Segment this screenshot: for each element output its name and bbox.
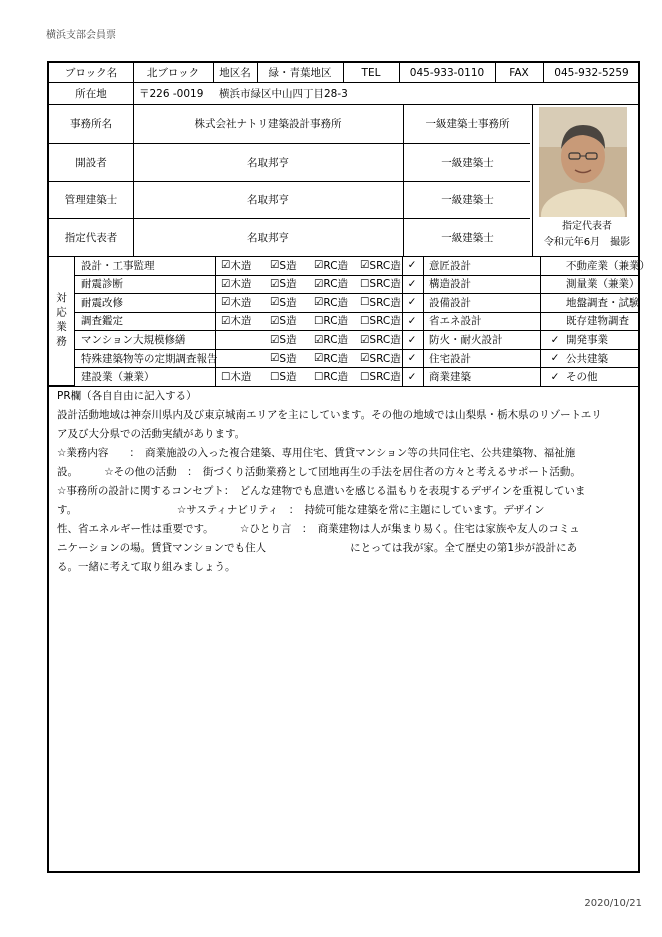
manager-name: 名取邦亨 — [247, 194, 289, 206]
service-name — [75, 349, 218, 368]
s-option[interactable] — [264, 349, 310, 368]
row-office — [49, 104, 530, 144]
checkbox-icon[interactable] — [270, 259, 279, 271]
design-category — [423, 349, 545, 368]
design-category — [423, 275, 545, 294]
wood-option[interactable] — [215, 312, 265, 331]
design-category-text: 意匠設計 — [429, 259, 471, 272]
mid-check-icon-text: ✓ — [407, 333, 417, 346]
checkbox-icon[interactable] — [270, 334, 279, 346]
rc-option[interactable] — [308, 293, 358, 312]
rc-option[interactable] — [308, 349, 358, 368]
row-manager — [49, 181, 530, 219]
s-option-text: S造 — [279, 259, 297, 272]
tel-value: 045-933-0110 — [409, 66, 485, 79]
representative-label: 指定代表者 — [64, 231, 118, 244]
service-name-text: 耐震診断 — [81, 278, 123, 291]
wood-option-text: 木造 — [230, 296, 252, 309]
other-business — [560, 312, 640, 331]
photo-caption-date: 令和元年6月 撮影 — [543, 237, 631, 248]
service-name — [75, 367, 197, 386]
mid-check-icon — [402, 367, 422, 386]
other-business — [560, 330, 640, 349]
checkbox-icon[interactable] — [270, 315, 279, 327]
rc-option-text: RC造 — [323, 296, 349, 309]
rc-option[interactable] — [308, 256, 358, 275]
mid-check-icon-text: ✓ — [407, 296, 417, 309]
right-check-icon-text: ✓ — [550, 370, 560, 383]
mid-check-icon-text: ✓ — [407, 277, 417, 290]
mid-check-icon — [402, 293, 422, 312]
other-business-text: 地盤調査・試験 — [566, 296, 640, 309]
design-category — [423, 330, 545, 349]
other-business-text: 測量業（兼業） — [566, 278, 640, 291]
checkbox-icon[interactable] — [314, 352, 323, 364]
rc-option-text: RC造 — [323, 352, 349, 365]
wood-option[interactable] — [215, 349, 265, 368]
wood-option-text: 木造 — [230, 315, 252, 328]
row-address — [49, 82, 638, 105]
design-category — [423, 312, 545, 331]
address-label: 所在地 — [75, 87, 107, 100]
src-option-text: SRC造 — [369, 259, 401, 272]
rc-option[interactable] — [308, 367, 358, 386]
fax-value: 045-932-5259 — [554, 66, 629, 79]
checkbox-icon[interactable] — [270, 371, 279, 383]
other-business — [560, 367, 640, 386]
rc-option-text: RC造 — [323, 259, 349, 272]
service-name-text: 耐震改修 — [81, 296, 123, 309]
rc-option-text: RC造 — [323, 278, 349, 291]
header-title: 横浜支部会員票 — [46, 30, 116, 41]
founder-license: 一級建築士 — [441, 156, 494, 169]
tel-label: TEL — [361, 66, 381, 79]
address-zip: 〒226 -0019 — [139, 87, 204, 100]
design-category — [423, 256, 545, 275]
wood-option-text: 木造 — [230, 371, 252, 384]
design-category-text: 省エネ設計 — [429, 315, 482, 328]
checkbox-icon[interactable] — [270, 296, 279, 308]
pr-line: ニケーションの場。賃貸マンションでも住人 にとっては我が家。全て歴史の第1歩が設計にあ — [57, 542, 578, 554]
design-category-text: 設備設計 — [429, 296, 471, 309]
block-label: ブロック名 — [64, 67, 118, 79]
pr-line: る。一緒に考えて取り組みましょう。 — [57, 561, 236, 573]
service-row — [75, 367, 638, 387]
s-option[interactable] — [264, 256, 310, 275]
pr-line: ☆事務所の設計に関するコンセプト： どんな建物でも息遣いを感じる温もりを表現するデザインを重視していま — [57, 485, 586, 497]
mid-check-icon — [402, 256, 422, 275]
pr-line: 設計活動地域は神奈川県内及び東京城南エリアを主にしています。その他の地域では山梨県・栃木県のリゾートエリ — [57, 409, 602, 421]
rc-option-text: RC造 — [323, 371, 349, 384]
checkbox-icon[interactable] — [314, 334, 323, 346]
member-form — [47, 61, 650, 873]
right-check-icon-text: ✓ — [550, 352, 560, 365]
right-check-icon-text: ✓ — [550, 333, 560, 346]
s-option[interactable] — [264, 367, 310, 386]
service-name — [75, 293, 197, 312]
rc-option[interactable] — [308, 330, 358, 349]
services-section-label: 対応業務 — [55, 291, 67, 350]
checkbox-icon[interactable] — [270, 278, 279, 290]
design-category — [423, 293, 545, 312]
s-option-text: S造 — [279, 334, 297, 347]
checkbox-icon[interactable] — [360, 371, 369, 383]
service-name — [75, 330, 197, 349]
checkbox-icon[interactable] — [314, 278, 323, 290]
wood-option[interactable] — [215, 330, 265, 349]
s-option[interactable] — [264, 312, 310, 331]
service-name-text: 設計・工事監理 — [81, 259, 155, 272]
fax-label: FAX — [509, 66, 529, 79]
checkbox-icon[interactable] — [360, 315, 369, 327]
s-option[interactable] — [264, 293, 310, 312]
services-section-label-cell — [49, 256, 75, 386]
design-category-text: 防火・耐火設計 — [429, 334, 503, 347]
manager-license: 一級建築士 — [441, 194, 494, 206]
wood-option-text: 木造 — [230, 259, 252, 272]
s-option-text: S造 — [279, 315, 297, 328]
office-label: 事務所名 — [70, 118, 112, 130]
mid-check-icon — [402, 330, 422, 349]
other-business — [560, 256, 650, 275]
block-value: 北ブロック — [146, 67, 200, 79]
src-option-text: SRC造 — [369, 315, 401, 328]
s-option-text: S造 — [279, 352, 297, 365]
other-business — [560, 275, 640, 294]
other-business-text: 不動産業（兼業） — [566, 259, 650, 272]
design-category-text: 商業建築 — [429, 371, 471, 384]
service-name — [75, 312, 197, 331]
photo-caption-title: 指定代表者 — [562, 221, 612, 232]
mid-check-icon — [402, 312, 422, 331]
pr-line: ☆業務内容 ： 商業施設の入った複合建築、専用住宅、賃貸マンション等の共同住宅、公共建築物、福祉施 — [57, 447, 576, 459]
rc-option-text: RC造 — [323, 334, 349, 347]
design-category — [423, 367, 545, 386]
representative-license: 一級建築士 — [441, 231, 494, 244]
checkbox-icon[interactable] — [221, 259, 230, 271]
service-name-text: 特殊建築物等の定期調査報告 — [81, 352, 218, 365]
checkbox-icon[interactable] — [314, 259, 323, 271]
s-option-text: S造 — [279, 278, 297, 291]
design-category-text: 構造設計 — [429, 278, 471, 291]
service-row — [75, 349, 638, 369]
wood-option-text: 木造 — [230, 278, 252, 291]
photo-caption — [532, 219, 642, 251]
service-row — [75, 256, 650, 276]
address-value: 横浜市緑区中山四丁目28-3 — [219, 87, 348, 100]
mid-check-icon — [402, 349, 422, 368]
s-option[interactable] — [264, 275, 310, 294]
checkbox-icon[interactable] — [221, 371, 230, 383]
wood-option[interactable] — [215, 275, 265, 294]
founder-label: 開設者 — [75, 156, 107, 169]
pr-line: 性、省エネルギー性は重要です。 ☆ひとり言 ： 商業建物は人が集まり易く。住宅は家族や友人のコミュ — [57, 523, 580, 535]
checkbox-icon[interactable] — [360, 334, 369, 346]
checkbox-icon[interactable] — [221, 296, 230, 308]
service-name — [75, 256, 197, 275]
service-name-text: 建設業（兼業） — [81, 371, 155, 384]
service-row — [75, 293, 638, 313]
checkbox-icon[interactable] — [360, 296, 369, 308]
other-business-text: 開発事業 — [566, 334, 608, 347]
checkbox-icon[interactable] — [221, 278, 230, 290]
checkbox-icon[interactable] — [314, 296, 323, 308]
wood-option[interactable] — [215, 293, 265, 312]
pr-line: ア及び大分県での活動実績があります。 — [57, 428, 246, 440]
mid-check-icon-text: ✓ — [407, 370, 417, 383]
checkbox-icon[interactable] — [360, 278, 369, 290]
service-row — [75, 275, 638, 295]
district-label: 地区名 — [219, 67, 251, 79]
pr-body — [57, 406, 630, 577]
checkbox-icon[interactable] — [270, 352, 279, 364]
rc-option[interactable] — [308, 312, 358, 331]
manager-label: 管理建築士 — [64, 194, 118, 206]
rc-option[interactable] — [308, 275, 358, 294]
representative-photo — [539, 107, 627, 217]
checkbox-icon[interactable] — [314, 371, 323, 383]
service-row — [75, 330, 638, 350]
other-business-text: 既存建物調査 — [566, 315, 629, 328]
wood-option[interactable] — [215, 256, 265, 275]
pr-line: 設。 ☆その他の活動 ： 街づくり活動業務として団地再生の手法を居住者の方々と考えるサポート活動。 — [57, 466, 581, 478]
office-name: 株式会社ナトリ建築設計事務所 — [194, 118, 342, 130]
mid-check-icon-text: ✓ — [407, 314, 417, 327]
src-option-text: SRC造 — [369, 296, 401, 309]
mid-check-icon-text: ✓ — [407, 259, 417, 272]
wood-option[interactable] — [215, 367, 265, 386]
district-value: 緑・青葉地区 — [268, 67, 332, 79]
src-option-text: SRC造 — [369, 278, 401, 291]
row-founder — [49, 143, 530, 182]
s-option[interactable] — [264, 330, 310, 349]
src-option-text: SRC造 — [369, 371, 401, 384]
s-option-text: S造 — [279, 296, 297, 309]
src-option-text: SRC造 — [369, 352, 401, 365]
other-business-text: 公共建築 — [566, 352, 608, 365]
mid-check-icon — [402, 275, 422, 294]
other-business — [560, 293, 640, 312]
founder-name: 名取邦亨 — [247, 156, 289, 169]
src-option-text: SRC造 — [369, 334, 401, 347]
service-row — [75, 312, 638, 332]
portrait-image — [539, 107, 627, 217]
checkbox-icon[interactable] — [360, 259, 369, 271]
service-name-text: マンション大規模修繕 — [81, 334, 186, 347]
service-name-text: 調査鑑定 — [81, 315, 123, 328]
s-option-text: S造 — [279, 371, 297, 384]
representative-name: 名取邦亨 — [247, 231, 289, 244]
mid-check-icon-text: ✓ — [407, 352, 417, 365]
pr-title: PR欄（各自自由に記入する） — [57, 390, 197, 402]
service-name — [75, 275, 197, 294]
other-business-text: その他 — [566, 371, 598, 384]
footer-date: 2020/10/21 — [584, 898, 642, 909]
row-block-info — [49, 63, 638, 83]
checkbox-icon[interactable] — [221, 315, 230, 327]
design-category-text: 住宅設計 — [429, 352, 471, 365]
pr-line: す。 ☆サスティナビリティ ： 持続可能な建築を常に主題にしています。デザイン — [57, 504, 545, 516]
rc-option-text: RC造 — [323, 315, 349, 328]
checkbox-icon[interactable] — [314, 315, 323, 327]
checkbox-icon[interactable] — [360, 352, 369, 364]
office-category: 一級建築士事務所 — [425, 118, 510, 130]
other-business — [560, 349, 640, 368]
